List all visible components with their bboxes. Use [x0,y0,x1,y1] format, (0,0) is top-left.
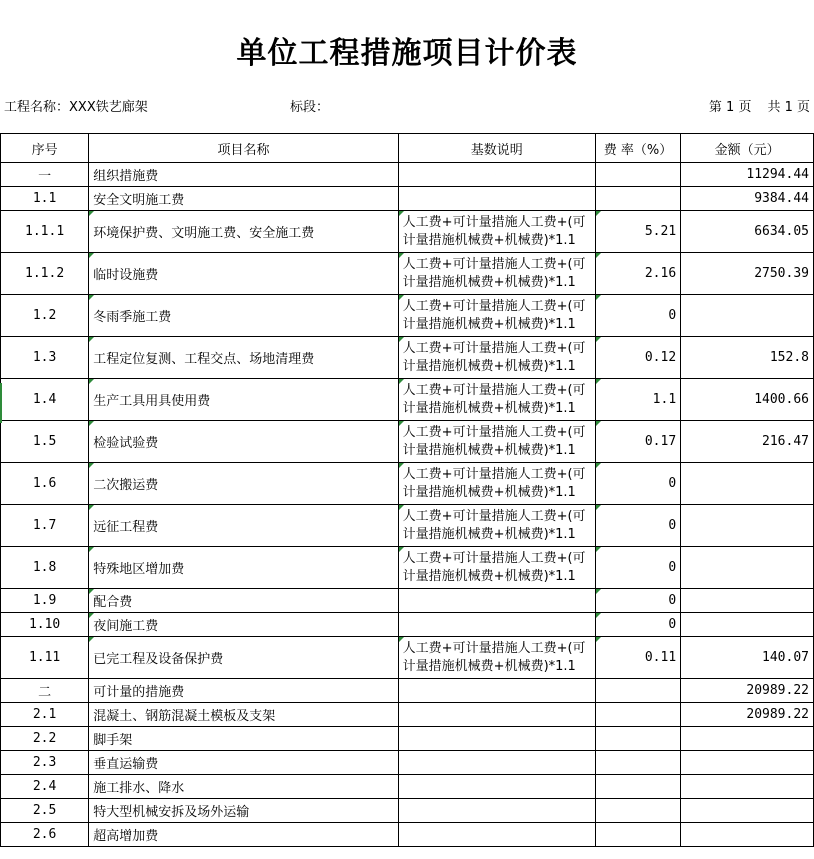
cell-name: 生产工具用具使用费 [89,379,398,421]
cell-basis [398,727,595,751]
project-name: XXX铁艺廊架 [69,100,148,115]
cell-rate: 0 [595,505,680,547]
cell-basis: 人工费+可计量措施人工费+(可计量措施机械费+机械费)*1.1 [398,505,595,547]
cell-rate: 2.16 [595,253,680,295]
cell-rate: 0 [595,547,680,589]
table-row [1,799,814,823]
cell-basis [398,163,595,187]
cell-basis [398,187,595,211]
cell-seq: 1.3 [1,337,89,379]
table-row [1,703,814,727]
table-row [1,163,814,187]
cell-amount: 11294.44 [681,163,814,187]
cell-basis [398,823,595,847]
cell-amount: 140.07 [681,637,814,679]
cell-seq: 1.9 [1,589,89,613]
cell-name: 超高增加费 [89,823,398,847]
cell-seq: 1.1 [1,187,89,211]
table-row [1,421,814,463]
cell-basis: 人工费+可计量措施人工费+(可计量措施机械费+机械费)*1.1 [398,253,595,295]
cell-amount [681,775,814,799]
cell-seq: 2.5 [1,799,89,823]
cell-basis: 人工费+可计量措施人工费+(可计量措施机械费+机械费)*1.1 [398,211,595,253]
cell-amount [681,727,814,751]
cell-amount: 20989.22 [681,703,814,727]
table-row [1,823,814,847]
page-info [709,96,810,115]
table-row [1,613,814,637]
cell-seq: 2.2 [1,727,89,751]
measures-table [0,133,814,847]
cell-marker [0,383,2,423]
cell-name: 组织措施费 [89,163,398,187]
cell-seq: 2.6 [1,823,89,847]
cell-seq: 二 [1,679,89,703]
table-row [1,505,814,547]
cell-amount [681,505,814,547]
cell-basis: 人工费+可计量措施人工费+(可计量措施机械费+机械费)*1.1 [398,463,595,505]
cell-rate [595,727,680,751]
cell-basis [398,613,595,637]
cell-seq: 2.1 [1,703,89,727]
cell-amount [681,295,814,337]
cell-rate: 0.17 [595,421,680,463]
cell-name: 工程定位复测、工程交点、场地清理费 [89,337,398,379]
cell-rate: 1.1 [595,379,680,421]
cell-seq: 1.5 [1,421,89,463]
col-header-rate: 费 率（%） [595,134,680,163]
cell-name: 冬雨季施工费 [89,295,398,337]
cell-amount: 216.47 [681,421,814,463]
cell-name: 可计量的措施费 [89,679,398,703]
cell-rate [595,187,680,211]
cell-seq: 2.3 [1,751,89,775]
col-header-basis: 基数说明 [398,134,595,163]
cell-amount [681,463,814,505]
col-header-name: 项目名称 [89,134,398,163]
cell-rate: 0 [595,463,680,505]
cell-amount: 2750.39 [681,253,814,295]
cell-name: 夜间施工费 [89,613,398,637]
cell-rate: 0 [595,589,680,613]
cell-name: 二次搬运费 [89,463,398,505]
cell-amount: 1400.66 [681,379,814,421]
table-row [1,547,814,589]
project-label: 工程名称： [4,100,70,115]
cell-seq: 1.7 [1,505,89,547]
cell-name: 安全文明施工费 [89,187,398,211]
cell-seq: 1.1.2 [1,253,89,295]
cell-rate [595,775,680,799]
cell-rate: 5.21 [595,211,680,253]
cell-rate: 0.11 [595,637,680,679]
cell-seq: 2.4 [1,775,89,799]
table-row [1,211,814,253]
cell-basis: 人工费+可计量措施人工费+(可计量措施机械费+机械费)*1.1 [398,637,595,679]
cell-name: 脚手架 [89,727,398,751]
cell-name: 特大型机械安拆及场外运输 [89,799,398,823]
table-row [1,463,814,505]
table-row [1,637,814,679]
table-row [1,679,814,703]
cell-name: 环境保护费、文明施工费、安全施工费 [89,211,398,253]
cell-seq: 1.4 [1,379,89,421]
cell-basis: 人工费+可计量措施人工费+(可计量措施机械费+机械费)*1.1 [398,295,595,337]
table-row [1,727,814,751]
cell-basis: 人工费+可计量措施人工费+(可计量措施机械费+机械费)*1.1 [398,421,595,463]
cell-seq: 一 [1,163,89,187]
cell-name: 垂直运输费 [89,751,398,775]
table-row [1,379,814,421]
cell-seq: 1.2 [1,295,89,337]
cell-seq: 1.11 [1,637,89,679]
table-row [1,253,814,295]
cell-amount: 9384.44 [681,187,814,211]
cell-basis [398,679,595,703]
cell-name: 特殊地区增加费 [89,547,398,589]
cell-amount: 152.8 [681,337,814,379]
cell-name: 混凝土、钢筋混凝土模板及支架 [89,703,398,727]
table-row [1,337,814,379]
cell-name: 已完工程及设备保护费 [89,637,398,679]
cell-rate [595,799,680,823]
table-header-row [1,134,814,163]
project-info [4,96,148,115]
table-row [1,589,814,613]
cell-basis: 人工费+可计量措施人工费+(可计量措施机械费+机械费)*1.1 [398,337,595,379]
section-label: 标段： [290,100,330,115]
cell-rate [595,679,680,703]
page-number: 第 1 页 [708,100,752,115]
cell-amount: 6634.05 [681,211,814,253]
cell-seq: 1.8 [1,547,89,589]
cell-name: 临时设施费 [89,253,398,295]
cell-basis [398,799,595,823]
cell-seq: 1.1.1 [1,211,89,253]
cell-basis: 人工费+可计量措施人工费+(可计量措施机械费+机械费)*1.1 [398,547,595,589]
table-row [1,295,814,337]
col-header-seq: 序号 [1,134,89,163]
cell-basis [398,751,595,775]
cell-amount [681,751,814,775]
cell-seq: 1.10 [1,613,89,637]
cell-rate [595,163,680,187]
cell-name: 施工排水、降水 [89,775,398,799]
cell-name: 配合费 [89,589,398,613]
table-row [1,751,814,775]
page-title: 单位工程措施项目计价表 [236,36,578,71]
cell-amount [681,799,814,823]
cell-basis [398,775,595,799]
cell-amount [681,589,814,613]
cell-rate: 0 [595,295,680,337]
table-row [1,775,814,799]
cell-amount [681,613,814,637]
cell-basis [398,703,595,727]
cell-amount [681,547,814,589]
cell-amount [681,823,814,847]
cell-rate [595,823,680,847]
col-header-amount: 金额（元） [681,134,814,163]
cell-name: 检验试验费 [89,421,398,463]
cell-basis: 人工费+可计量措施人工费+(可计量措施机械费+机械费)*1.1 [398,379,595,421]
cell-rate: 0.12 [595,337,680,379]
cell-rate [595,751,680,775]
cell-basis [398,589,595,613]
page-total: 共 1 页 [767,100,810,115]
cell-amount: 20989.22 [681,679,814,703]
cell-rate: 0 [595,613,680,637]
cell-rate [595,703,680,727]
table-row [1,187,814,211]
cell-seq: 1.6 [1,463,89,505]
cell-name: 远征工程费 [89,505,398,547]
